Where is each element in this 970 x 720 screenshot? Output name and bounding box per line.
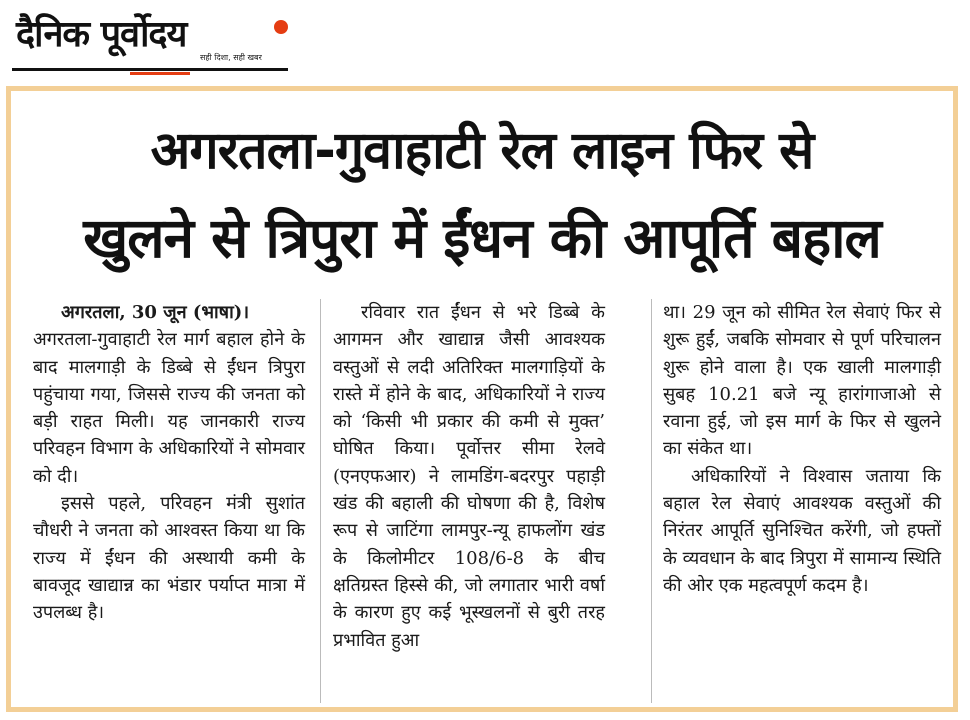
- article-column-2: [333, 299, 605, 654]
- article-column-3: [663, 299, 941, 599]
- column-divider: [651, 299, 652, 703]
- column-1-paragraph-2: इससे पहले, परिवहन मंत्री सुशांत चौधरी ने जनता को आश्वस्त किया था कि राज्य में ईंधन की अस्थायी कमी के बावजूद खाद्यान्न का भंडार पर्याप्त मात्रा में उपलब्ध है।: [33, 493, 305, 624]
- masthead-tagline: सही दिशा, सही खबर: [200, 53, 262, 62]
- masthead-name: दैनिक पूर्वोदय: [16, 14, 187, 55]
- masthead-subline: [130, 72, 190, 75]
- column-divider: [320, 299, 321, 703]
- news-clipping: [6, 86, 958, 712]
- headline-line-1: अगरतला-गुवाहाटी रेल लाइन फिर से: [150, 121, 814, 181]
- column-3-paragraph-1: था। 29 जून को सीमित रेल सेवाएं फिर से शुरू हुईं, जबकि सोमवार से पूर्ण परिचालन शुरू होने वाला है। एक खाली मालगाड़ी सुबह 10.21 बजे न्यू हारांगाजाओ से रवाना हुई, जो इस मार्ग के फिर से खुलने का संकेत था।: [663, 302, 941, 460]
- column-3-paragraph-2: अधिकारियों ने विश्वास जताया कि बहाल रेल सेवाएं आवश्यक वस्तुओं की निरंतर आपूर्ति सुनिश्चित करेंगी, जो हफ्तों के व्यवधान के बाद त्रिपुरा में सामान्य स्थिति की ओर एक महत्वपूर्ण कदम है।: [663, 465, 941, 596]
- masthead-rule: [12, 68, 288, 71]
- masthead-logo: [12, 8, 288, 72]
- column-1-paragraph-1: अगरतला-गुवाहाटी रेल मार्ग बहाल होने के बाद मालगाड़ी के डिब्बे से ईंधन त्रिपुरा पहुंचाया गया, जिससे राज्य की जनता को बड़ी राहत मिली। यह जानकारी राज्य परिवहन विभाग के अधिकारियों ने सोमवार को दी।: [33, 329, 305, 487]
- masthead-accent-dot: [274, 20, 288, 34]
- article-column-1: [33, 299, 305, 627]
- headline-line-2: खुलने से त्रिपुरा में ईंधन की आपूर्ति बहाल: [83, 206, 881, 270]
- dateline: अगरतला, 30 जून (भाषा)।: [61, 302, 250, 323]
- column-2-paragraph-1: रविवार रात ईंधन से भरे डिब्बे के आगमन और खाद्यान्न जैसी आवश्यक वस्तुओं से लदी अतिरिक्त मालगाड़ियों के रास्ते में होने के बाद, अधिकारियों ने राज्य को ‘किसी भी प्रकार की कमी से मुक्त’ घोषित किया। पूर्वोत्तर सीमा रेलवे (एनएफआर) ने लामडिंग-बदरपुर पहाड़ी खंड की बहाली की घोषणा की है, विशेष रूप से जाटिंगा लामपुर-न्यू हाफलोंग खंड के किलोमीटर 108/6-8 के बीच क्षतिग्रस्त हिस्से की, जो लगातार भारी वर्षा के कारण हुए कई भूस्खलनों से बुरी तरह प्रभावित हुआ: [333, 302, 605, 651]
